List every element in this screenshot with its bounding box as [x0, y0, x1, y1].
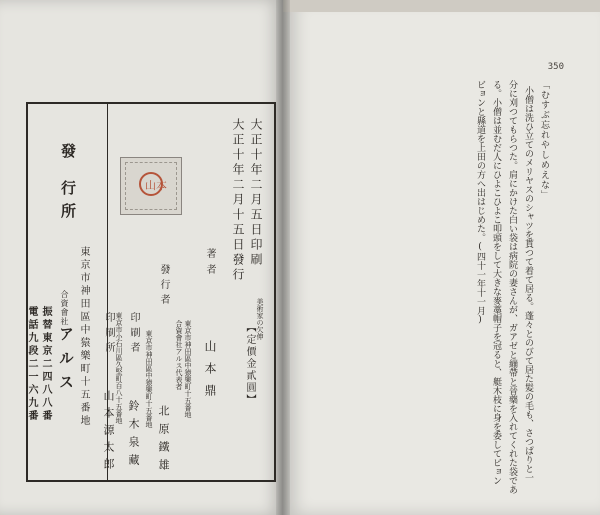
publisher-address: 東京市神田區中猿樂町十五番地: [184, 320, 192, 418]
hakko-company: アルス: [57, 326, 75, 398]
issue-date: 大正十年二月十五日發行: [231, 118, 245, 283]
furikae-account: 振替東京二四八八番: [40, 306, 51, 423]
printer-address: 東京市神田區中猿樂町十五番地: [145, 330, 153, 428]
text-line-3: 分に刈つてもらつた。肩にかけた白い袋は病院の妻さんが、ガアゼと繃帶と晉藥を入れてくれた袋であ: [507, 80, 517, 494]
print-date: 大正十年二月五日印刷: [249, 118, 263, 268]
text-line-2: 小僧は洗ひ立てのメリヤスのシャツを貰つて着て居る。蓬々とのびて居た髪の毛も、さつぱりと一: [523, 86, 533, 482]
publisher-role: 發行者: [158, 264, 169, 309]
hakko-address: 東京市神田區中猿樂町十五番地: [78, 246, 89, 428]
page-edge-strip: [283, 0, 600, 12]
publisher-company: 合資會社アルス代表者: [175, 320, 183, 390]
publisher-name: 北原鐵雄: [157, 405, 170, 477]
page-number: 350: [547, 62, 564, 72]
right-page: [283, 0, 600, 515]
telephone: 電話九段二一六九番: [26, 306, 37, 423]
book-title: 美術家の欠伸: [256, 298, 264, 340]
printer-role: 印刷者: [128, 312, 139, 357]
hakko-label: 發: [59, 143, 77, 158]
revenue-stamp: [120, 157, 182, 215]
printer-name: 鈴木泉藏: [127, 400, 140, 472]
text-line-1: 「むすぶ忘れやしめえな」: [539, 80, 549, 200]
printshop-address: 東京市小石川區久堅町百八十五番地: [115, 312, 123, 424]
seal-text: 山本: [145, 179, 167, 192]
book-gutter: [276, 0, 290, 515]
printshop-role: 印刷所: [103, 312, 114, 357]
author-name: 山本鼎: [203, 340, 217, 406]
price: 【定價金貳圓】: [244, 322, 255, 406]
author-role: 著者: [204, 248, 215, 280]
text-line-5: ビョンと縣道を上田の方へ出はじめた。(四十一年十一月): [475, 80, 485, 325]
hakko-company-prefix: 合資會社: [60, 290, 69, 326]
hakko-label2: 行所: [59, 180, 77, 226]
text-line-4: る。小僧は並むだ人にひよこひよこ叩頭をして大きな麥藁帽子を冠ると、艇木枝に身を委してビョン: [491, 80, 501, 485]
printshop-name: 山本源太郎: [102, 390, 115, 475]
